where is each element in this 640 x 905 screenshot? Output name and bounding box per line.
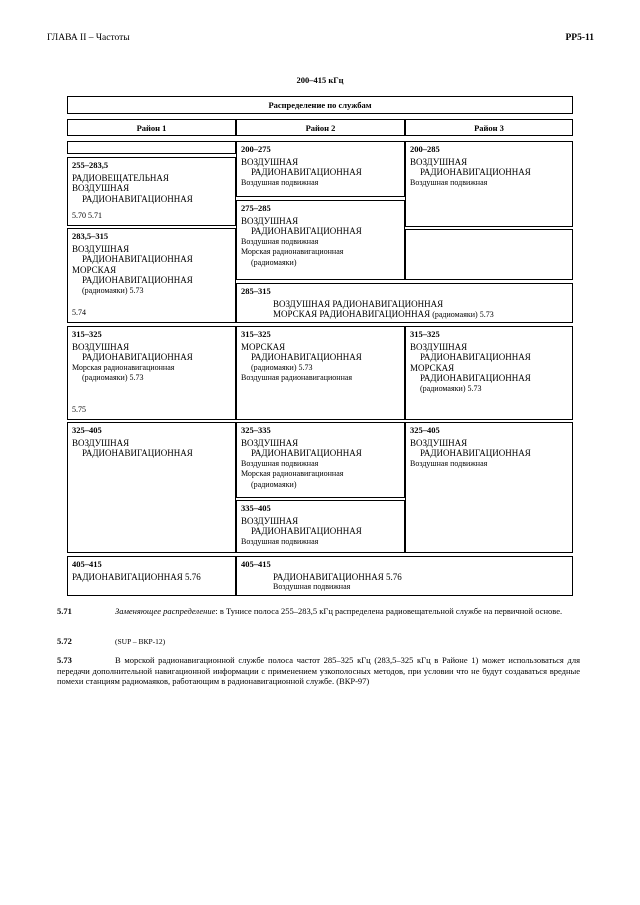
service-note: (радиомаяки) 5.73: [432, 310, 494, 319]
cell-r2-200: [236, 141, 405, 197]
cell-r1-405: [67, 556, 236, 596]
footnote-ref: 5.75: [72, 404, 86, 414]
column-header-region-3: Район 3: [405, 119, 573, 136]
cell-r2-335: [236, 500, 405, 553]
service-label: РАДИОНАВИГАЦИОННАЯ: [420, 352, 531, 362]
footnote-5-71: [57, 606, 580, 617]
freq-label: 315–325: [72, 329, 102, 339]
cell-r2-325: [236, 422, 405, 498]
service-label: РАДИОНАВИГАЦИОННАЯ 5.76: [273, 571, 402, 582]
freq-label: 325–405: [72, 425, 102, 435]
freq-label: 405–415: [72, 559, 102, 569]
service-label: Воздушная подвижная: [273, 582, 351, 591]
service-label: МОРСКАЯ: [241, 341, 286, 352]
service-label: ВОЗДУШНАЯ: [241, 156, 299, 167]
service-label: РАДИОНАВИГАЦИОННАЯ: [420, 373, 531, 383]
service-label: РАДИОНАВИГАЦИОННАЯ: [82, 352, 193, 362]
freq-label: 325–335: [241, 425, 271, 435]
band-title: 200–415 кГц: [296, 75, 344, 85]
service-label: ВОЗДУШНАЯ: [72, 437, 130, 448]
cell-r3-200: [405, 141, 573, 227]
service-label: ВОЗДУШНАЯ: [241, 215, 299, 226]
freq-label: 285–315: [241, 286, 271, 296]
service-label: РАДИОНАВИГАЦИОННАЯ: [251, 167, 362, 177]
service-label: РАДИОНАВИГАЦИОННАЯ: [82, 275, 193, 285]
footnote-text: В морской радионавигационной службе полоса частот 285–325 кГц (283,5–325 кГц в Районе 1) может использоваться для передачи дополнительной навигационной информации с применением узкополосных методов, при условии что не будут создаваться вредные помехи станциям радиомаяков, работающим в радионавигационной службе. (ВКР-97): [57, 655, 580, 686]
service-label: Воздушная подвижная: [241, 177, 319, 187]
cell-r3-315: [405, 326, 573, 420]
freq-label: 283,5–315: [72, 231, 109, 241]
service-label: Воздушная подвижная: [410, 458, 488, 468]
service-label: (радиомаяки): [251, 479, 297, 489]
service-label: (радиомаяки) 5.73: [82, 285, 144, 295]
cell-r23-405: [236, 556, 573, 596]
service-label: Воздушная подвижная: [241, 536, 319, 546]
freq-label: 315–325: [241, 329, 271, 339]
service-label: ВОЗДУШНАЯ: [241, 515, 299, 526]
service-label: Воздушная подвижная: [241, 236, 319, 246]
service-label: Морская радионавигационная: [72, 362, 175, 372]
service-label: РАДИОНАВИГАЦИОННАЯ: [420, 167, 531, 177]
service-label: ВОЗДУШНАЯ: [410, 341, 468, 352]
service-label: МОРСКАЯ: [410, 362, 455, 373]
footnote-number: 5.73: [57, 655, 72, 665]
service-label: РАДИОНАВИГАЦИОННАЯ: [82, 254, 193, 264]
service-label: ВОЗДУШНАЯ: [72, 341, 130, 352]
service-label: (радиомаяки): [251, 257, 297, 267]
service-label: РАДИОНАВИГАЦИОННАЯ: [82, 193, 193, 204]
service-label: Воздушная радионавигационная: [241, 373, 353, 382]
freq-label: 335–405: [241, 503, 271, 513]
footnote-number: 5.72: [57, 636, 72, 646]
empty-cell: [405, 229, 573, 280]
cell-r23-285: [236, 283, 573, 323]
service-label: (радиомаяки) 5.73: [82, 373, 144, 382]
footnote-label: Заменяющее распределение: [115, 606, 216, 616]
service-label: МОРСКАЯ: [72, 264, 117, 275]
service-label: РАДИОНАВИГАЦИОННАЯ: [251, 526, 362, 536]
service-label: ВОЗДУШНАЯ: [410, 156, 468, 167]
service-label: РАДИОНАВИГАЦИОННАЯ: [420, 448, 531, 458]
freq-label: 200–275: [241, 144, 271, 154]
footnote-text: : в Тунисе полоса 255–283,5 кГц распределена радиовещательной службе на первичной основе.: [215, 606, 563, 616]
page-number: РР5-11: [565, 33, 594, 43]
cell-r1-255: [67, 157, 236, 226]
freq-label: 255–283,5: [72, 160, 109, 170]
cell-r2-315: [236, 326, 405, 420]
freq-label: 405–415: [241, 559, 271, 569]
service-label: (радиомаяки) 5.73: [420, 383, 482, 393]
empty-cell: [67, 141, 236, 154]
freq-label: 200–285: [410, 144, 440, 154]
column-header-region-1: Район 1: [67, 119, 236, 136]
service-label: РАДИОНАВИГАЦИОННАЯ: [251, 448, 362, 458]
service-label: ВОЗДУШНАЯ: [72, 183, 130, 193]
cell-r1-315: [67, 326, 236, 420]
cell-r1-325: [67, 422, 236, 553]
footnote-ref: 5.74: [72, 307, 86, 317]
column-header-region-2: Район 2: [236, 119, 405, 136]
service-label: ВОЗДУШНАЯ: [72, 243, 130, 254]
footnote-number: 5.71: [57, 606, 72, 616]
footnote-5-72: [57, 636, 580, 648]
freq-label: 275–285: [241, 203, 271, 213]
service-label: Воздушная подвижная: [241, 458, 319, 468]
table-title: Распределение по службам: [67, 96, 573, 114]
service-label: РАДИОВЕЩАТЕЛЬНАЯ: [72, 172, 169, 183]
service-label: РАДИОНАВИГАЦИОННАЯ: [251, 226, 362, 236]
footnote-5-73: [57, 655, 580, 687]
cell-r2-275: [236, 200, 405, 280]
cell-r1-283: [67, 228, 236, 323]
service-label: Воздушная подвижная: [410, 177, 488, 187]
service-label: РАДИОНАВИГАЦИОННАЯ 5.76: [72, 571, 201, 582]
service-label: Морская радионавигационная: [241, 247, 344, 256]
service-label: (радиомаяки) 5.73: [251, 362, 313, 372]
chapter-title: ГЛАВА II – Частоты: [47, 33, 130, 43]
cell-r3-325: [405, 422, 573, 553]
footnote-ref: 5.70 5.71: [72, 210, 102, 220]
freq-label: 315–325: [410, 329, 440, 339]
service-label: РАДИОНАВИГАЦИОННАЯ: [251, 352, 362, 362]
footnote-text: (SUP – ВКР-12): [115, 637, 166, 646]
service-label: ВОЗДУШНАЯ РАДИОНАВИГАЦИОННАЯ: [273, 298, 444, 309]
freq-label: 325–405: [410, 425, 440, 435]
service-label: ВОЗДУШНАЯ: [410, 437, 468, 448]
service-label: ВОЗДУШНАЯ: [241, 437, 299, 448]
service-label: РАДИОНАВИГАЦИОННАЯ: [82, 448, 193, 458]
service-label: Морская радионавигационная: [241, 469, 344, 478]
service-label: МОРСКАЯ РАДИОНАВИГАЦИОННАЯ: [273, 309, 431, 319]
